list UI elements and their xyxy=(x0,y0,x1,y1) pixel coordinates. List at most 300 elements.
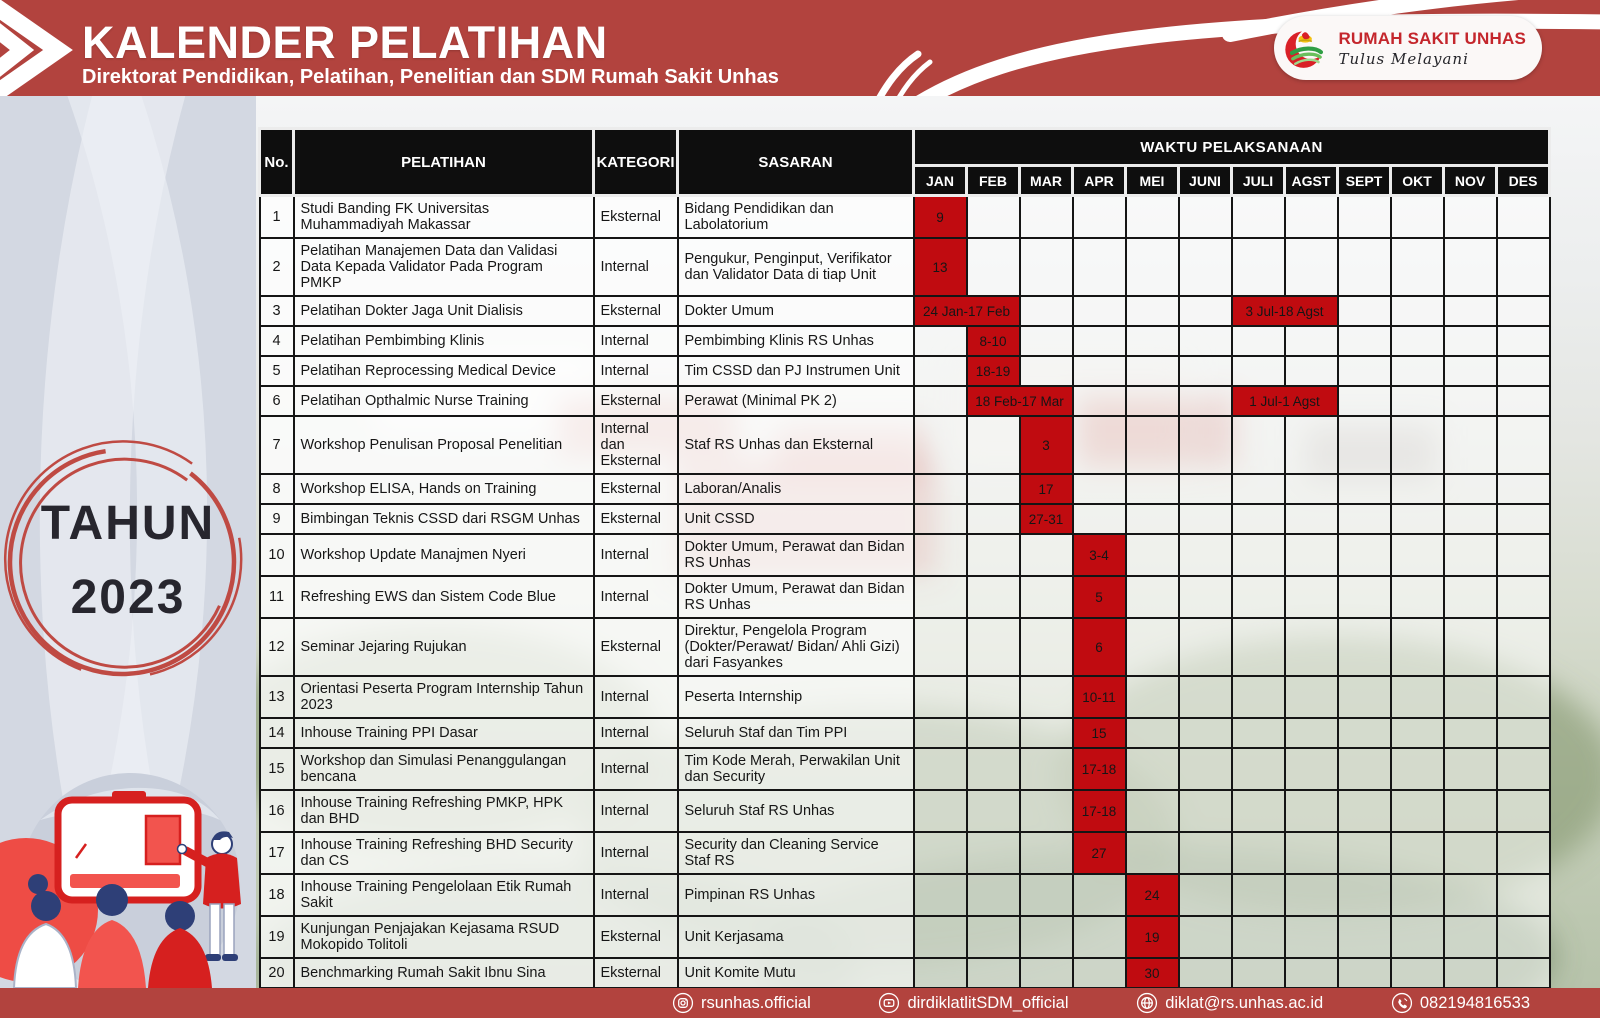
cell-event: 24 Jan-17 Feb xyxy=(914,296,1020,326)
cell-pelatihan: Orientasi Peserta Program Internship Tahun 2023 xyxy=(294,676,594,718)
month-header-nov: NOV xyxy=(1444,166,1497,196)
cell-empty xyxy=(1126,238,1179,296)
cell-empty xyxy=(1391,196,1444,239)
cell-empty xyxy=(967,416,1020,474)
cell-empty xyxy=(1232,718,1285,748)
cell-empty xyxy=(1497,534,1550,576)
cell-empty xyxy=(1232,504,1285,534)
logo-name: RUMAH SAKIT UNHAS xyxy=(1338,28,1526,48)
col-header-waktu: WAKTU PELAKSANAAN xyxy=(914,129,1550,166)
cell-empty xyxy=(1285,748,1338,790)
cell-empty xyxy=(1179,504,1232,534)
cell-empty xyxy=(914,718,967,748)
page-title: KALENDER PELATIHAN xyxy=(82,17,608,68)
cell-pelatihan: Inhouse Training Refreshing BHD Security dan CS xyxy=(294,832,594,874)
cell-kategori: Eksternal xyxy=(594,916,678,958)
cell-empty xyxy=(1391,416,1444,474)
contact-text: dirdiklatlitSDM_official xyxy=(907,993,1069,1012)
cell-event: 8-10 xyxy=(967,326,1020,356)
cell-empty xyxy=(1073,238,1126,296)
cell-kategori: Internal dan Eksternal xyxy=(594,416,678,474)
cell-pelatihan: Workshop Penulisan Proposal Penelitian xyxy=(294,416,594,474)
cell-sasaran: Pembimbing Klinis RS Unhas xyxy=(678,326,914,356)
table-row xyxy=(260,196,1550,239)
cell-empty xyxy=(1338,196,1391,239)
cell-empty xyxy=(1179,916,1232,958)
cell-empty xyxy=(1020,718,1073,748)
cell-empty xyxy=(1497,676,1550,718)
cell-event: 9 xyxy=(914,196,967,239)
cell-empty xyxy=(1126,576,1179,618)
cell-empty xyxy=(1497,326,1550,356)
table-row xyxy=(260,748,1550,790)
table-header xyxy=(260,129,1550,196)
cell-empty xyxy=(1285,718,1338,748)
cell-event: 15 xyxy=(1073,718,1126,748)
cell-empty xyxy=(1232,790,1285,832)
cell-empty xyxy=(1338,238,1391,296)
cell-sasaran: Unit Kerjasama xyxy=(678,916,914,958)
cell-empty xyxy=(1020,874,1073,916)
table-row xyxy=(260,576,1550,618)
cell-empty xyxy=(1444,916,1497,958)
cell-no: 15 xyxy=(260,748,294,790)
cell-empty xyxy=(1232,748,1285,790)
cell-no: 17 xyxy=(260,832,294,874)
cell-empty xyxy=(1444,296,1497,326)
cell-empty xyxy=(1285,618,1338,676)
contact-phone xyxy=(1391,992,1530,1014)
cell-kategori: Eksternal xyxy=(594,504,678,534)
month-header-mar: MAR xyxy=(1020,166,1073,196)
cell-empty xyxy=(1020,676,1073,718)
contact-globe xyxy=(1136,992,1323,1014)
cell-empty xyxy=(1020,576,1073,618)
footer-contacts xyxy=(672,988,1530,1018)
cell-sasaran: Staf RS Unhas dan Eksternal xyxy=(678,416,914,474)
cell-no: 13 xyxy=(260,676,294,718)
cell-empty xyxy=(914,958,967,988)
calendar-area xyxy=(256,96,1600,988)
cell-no: 1 xyxy=(260,196,294,239)
cell-empty xyxy=(967,504,1020,534)
contact-text: 082194816533 xyxy=(1419,993,1530,1012)
cell-empty xyxy=(1285,326,1338,356)
cell-empty xyxy=(1126,296,1179,326)
cell-empty xyxy=(1444,326,1497,356)
cell-kategori: Eksternal xyxy=(594,474,678,504)
cell-kategori: Internal xyxy=(594,576,678,618)
contact-youtube xyxy=(878,992,1068,1014)
cell-empty xyxy=(1073,874,1126,916)
cell-empty xyxy=(1497,296,1550,326)
cell-event: 3 xyxy=(1020,416,1073,474)
cell-empty xyxy=(1444,832,1497,874)
cell-event: 27-31 xyxy=(1020,504,1073,534)
cell-sasaran: Security dan Cleaning Service Staf RS xyxy=(678,832,914,874)
table-row xyxy=(260,356,1550,386)
cell-empty xyxy=(1497,718,1550,748)
cell-sasaran: Pengukur, Penginput, Verifikator dan Validator Data di tiap Unit xyxy=(678,238,914,296)
cell-empty xyxy=(1444,576,1497,618)
cell-kategori: Internal xyxy=(594,790,678,832)
header-row-top xyxy=(260,129,1550,166)
cell-empty xyxy=(1285,832,1338,874)
cell-empty xyxy=(1073,356,1126,386)
hospital-logo-icon xyxy=(1282,20,1328,76)
cell-kategori: Eksternal xyxy=(594,196,678,239)
month-header-jan: JAN xyxy=(914,166,967,196)
cell-empty xyxy=(1391,238,1444,296)
training-illustration xyxy=(0,758,256,988)
table-body xyxy=(260,196,1550,989)
cell-empty xyxy=(1391,474,1444,504)
cell-event: 3 Jul-18 Agst xyxy=(1232,296,1338,326)
cell-empty xyxy=(1232,958,1285,988)
cell-empty xyxy=(1444,504,1497,534)
cell-event: 24 xyxy=(1126,874,1179,916)
table-row xyxy=(260,296,1550,326)
year-value: 2023 xyxy=(70,571,186,624)
cell-empty xyxy=(1285,196,1338,239)
year-label: TAHUN xyxy=(40,497,216,550)
cell-empty xyxy=(1338,296,1391,326)
cell-empty xyxy=(1126,618,1179,676)
cell-empty xyxy=(1497,958,1550,988)
month-header-agst: AGST xyxy=(1285,166,1338,196)
cell-empty xyxy=(1285,474,1338,504)
cell-no: 7 xyxy=(260,416,294,474)
cell-empty xyxy=(914,576,967,618)
cell-empty xyxy=(1285,534,1338,576)
table-row xyxy=(260,504,1550,534)
table-row xyxy=(260,874,1550,916)
cell-empty xyxy=(1073,958,1126,988)
sidebar xyxy=(0,96,256,988)
cell-no: 18 xyxy=(260,874,294,916)
cell-empty xyxy=(1126,790,1179,832)
cell-no: 5 xyxy=(260,356,294,386)
cell-empty xyxy=(1126,718,1179,748)
cell-pelatihan: Refreshing EWS dan Sistem Code Blue xyxy=(294,576,594,618)
month-header-juli: JULI xyxy=(1232,166,1285,196)
cell-empty xyxy=(1232,474,1285,504)
cell-empty xyxy=(1073,416,1126,474)
cell-pelatihan: Pelatihan Dokter Jaga Unit Dialisis xyxy=(294,296,594,326)
cell-empty xyxy=(1391,874,1444,916)
cell-empty xyxy=(914,748,967,790)
cell-pelatihan: Bimbingan Teknis CSSD dari RSGM Unhas xyxy=(294,504,594,534)
table-row xyxy=(260,238,1550,296)
cell-empty xyxy=(914,618,967,676)
cell-empty xyxy=(1391,676,1444,718)
cell-empty xyxy=(1391,504,1444,534)
cell-empty xyxy=(1126,356,1179,386)
cell-event: 17-18 xyxy=(1073,748,1126,790)
cell-empty xyxy=(914,874,967,916)
cell-empty xyxy=(1285,676,1338,718)
cell-empty xyxy=(967,238,1020,296)
cell-sasaran: Unit CSSD xyxy=(678,504,914,534)
cell-empty xyxy=(1073,326,1126,356)
cell-empty xyxy=(1444,386,1497,416)
cell-empty xyxy=(1179,326,1232,356)
cell-no: 10 xyxy=(260,534,294,576)
cell-empty xyxy=(1232,832,1285,874)
cell-sasaran: Direktur, Pengelola Program (Dokter/Perawat/ Bidan/ Ahli Gizi) dari Fasyankes xyxy=(678,618,914,676)
cell-pelatihan: Inhouse Training PPI Dasar xyxy=(294,718,594,748)
footer-bar xyxy=(0,988,1600,1018)
cell-pelatihan: Pelatihan Manajemen Data dan Validasi Data Kepada Validator Pada Program PMKP xyxy=(294,238,594,296)
cell-empty xyxy=(1497,386,1550,416)
cell-empty xyxy=(1444,356,1497,386)
cell-empty xyxy=(1391,790,1444,832)
table-row xyxy=(260,416,1550,474)
cell-pelatihan: Seminar Jejaring Rujukan xyxy=(294,618,594,676)
cell-empty xyxy=(1497,238,1550,296)
cell-empty xyxy=(1444,474,1497,504)
cell-empty xyxy=(1391,296,1444,326)
cell-empty xyxy=(967,618,1020,676)
col-header-no: No. xyxy=(260,129,294,196)
cell-empty xyxy=(1020,296,1073,326)
cell-empty xyxy=(967,576,1020,618)
cell-empty xyxy=(1391,356,1444,386)
cell-empty xyxy=(1232,238,1285,296)
year-badge xyxy=(0,434,256,690)
month-header-mei: MEI xyxy=(1126,166,1179,196)
cell-empty xyxy=(914,474,967,504)
cell-empty xyxy=(1179,356,1232,386)
cell-empty xyxy=(1285,504,1338,534)
cell-sasaran: Tim Kode Merah, Perwakilan Unit dan Security xyxy=(678,748,914,790)
cell-no: 6 xyxy=(260,386,294,416)
cell-empty xyxy=(1285,790,1338,832)
month-header-des: DES xyxy=(1497,166,1550,196)
cell-empty xyxy=(1497,576,1550,618)
cell-pelatihan: Workshop Update Manajmen Nyeri xyxy=(294,534,594,576)
cell-no: 11 xyxy=(260,576,294,618)
cell-empty xyxy=(914,790,967,832)
cell-empty xyxy=(1126,748,1179,790)
cell-kategori: Eksternal xyxy=(594,618,678,676)
month-header-juni: JUNI xyxy=(1179,166,1232,196)
cell-kategori: Eksternal xyxy=(594,958,678,988)
col-header-sasaran: SASARAN xyxy=(678,129,914,196)
cell-empty xyxy=(1126,534,1179,576)
month-header-apr: APR xyxy=(1073,166,1126,196)
cell-empty xyxy=(1285,958,1338,988)
cell-sasaran: Dokter Umum xyxy=(678,296,914,326)
cell-empty xyxy=(1338,474,1391,504)
cell-empty xyxy=(1338,916,1391,958)
cell-kategori: Internal xyxy=(594,874,678,916)
table-row xyxy=(260,534,1550,576)
cell-empty xyxy=(1444,718,1497,748)
cell-empty xyxy=(1126,326,1179,356)
cell-empty xyxy=(1232,534,1285,576)
cell-empty xyxy=(1497,504,1550,534)
cell-empty xyxy=(1073,504,1126,534)
cell-empty xyxy=(1232,416,1285,474)
cell-empty xyxy=(1391,618,1444,676)
cell-empty xyxy=(914,326,967,356)
cell-empty xyxy=(967,748,1020,790)
cell-empty xyxy=(1285,916,1338,958)
cell-empty xyxy=(1338,326,1391,356)
table-row xyxy=(260,958,1550,988)
swoosh-accent xyxy=(872,54,918,96)
cell-empty xyxy=(1497,356,1550,386)
cell-empty xyxy=(1497,416,1550,474)
table-row xyxy=(260,326,1550,356)
cell-sasaran: Dokter Umum, Perawat dan Bidan RS Unhas xyxy=(678,534,914,576)
cell-empty xyxy=(1338,832,1391,874)
cell-empty xyxy=(1338,576,1391,618)
cell-empty xyxy=(914,832,967,874)
cell-event: 13 xyxy=(914,238,967,296)
cell-pelatihan: Inhouse Training Refreshing PMKP, HPK dan BHD xyxy=(294,790,594,832)
cell-empty xyxy=(1497,874,1550,916)
cell-event: 17-18 xyxy=(1073,790,1126,832)
cell-empty xyxy=(1232,196,1285,239)
cell-pelatihan: Pelatihan Opthalmic Nurse Training xyxy=(294,386,594,416)
cell-empty xyxy=(1179,874,1232,916)
col-header-pelatihan: PELATIHAN xyxy=(294,129,594,196)
cell-sasaran: Peserta Internship xyxy=(678,676,914,718)
cell-sasaran: Seluruh Staf RS Unhas xyxy=(678,790,914,832)
month-header-feb: FEB xyxy=(967,166,1020,196)
cell-empty xyxy=(967,534,1020,576)
cell-empty xyxy=(1126,676,1179,718)
cell-sasaran: Unit Komite Mutu xyxy=(678,958,914,988)
cell-empty xyxy=(1232,676,1285,718)
cell-empty xyxy=(1285,416,1338,474)
instagram-icon xyxy=(672,992,694,1014)
cell-empty xyxy=(914,416,967,474)
cell-empty xyxy=(1073,196,1126,239)
table-row xyxy=(260,790,1550,832)
cell-empty xyxy=(1338,386,1391,416)
cell-empty xyxy=(1126,504,1179,534)
cell-event: 1 Jul-1 Agst xyxy=(1232,386,1338,416)
cell-empty xyxy=(1497,618,1550,676)
contact-instagram xyxy=(672,992,811,1014)
cell-empty xyxy=(1444,196,1497,239)
cell-empty xyxy=(1444,618,1497,676)
globe-icon xyxy=(1136,992,1158,1014)
cell-no: 14 xyxy=(260,718,294,748)
table-row xyxy=(260,832,1550,874)
cell-empty xyxy=(1232,356,1285,386)
cell-kategori: Internal xyxy=(594,534,678,576)
cell-empty xyxy=(1444,748,1497,790)
cell-empty xyxy=(1285,356,1338,386)
cell-empty xyxy=(1179,296,1232,326)
cell-empty xyxy=(967,196,1020,239)
cell-empty xyxy=(1232,576,1285,618)
cell-empty xyxy=(1020,326,1073,356)
cell-empty xyxy=(1232,618,1285,676)
page-subtitle: Direktorat Pendidikan, Pelatihan, Penelitian dan SDM Rumah Sakit Unhas xyxy=(82,66,779,88)
hospital-logo xyxy=(1274,16,1542,80)
cell-empty xyxy=(1179,534,1232,576)
table-row xyxy=(260,618,1550,676)
cell-empty xyxy=(1020,790,1073,832)
cell-empty xyxy=(1126,832,1179,874)
cell-empty xyxy=(914,916,967,958)
cell-sasaran: Tim CSSD dan PJ Instrumen Unit xyxy=(678,356,914,386)
cell-kategori: Internal xyxy=(594,718,678,748)
cell-empty xyxy=(914,534,967,576)
cell-empty xyxy=(1073,296,1126,326)
cell-empty xyxy=(967,916,1020,958)
cell-empty xyxy=(1179,958,1232,988)
table-row xyxy=(260,474,1550,504)
cell-kategori: Internal xyxy=(594,676,678,718)
cell-empty xyxy=(1126,474,1179,504)
cell-empty xyxy=(1338,504,1391,534)
cell-kategori: Internal xyxy=(594,238,678,296)
cell-empty xyxy=(1497,916,1550,958)
cell-event: 30 xyxy=(1126,958,1179,988)
cell-no: 19 xyxy=(260,916,294,958)
cell-empty xyxy=(1444,790,1497,832)
cell-event: 19 xyxy=(1126,916,1179,958)
month-header-sept: SEPT xyxy=(1338,166,1391,196)
cell-event: 5 xyxy=(1073,576,1126,618)
cell-empty xyxy=(1338,874,1391,916)
cell-empty xyxy=(1179,386,1232,416)
cell-empty xyxy=(1179,790,1232,832)
cell-empty xyxy=(1285,576,1338,618)
cell-empty xyxy=(1391,748,1444,790)
cell-empty xyxy=(1391,326,1444,356)
cell-empty xyxy=(1391,958,1444,988)
contact-text: diklat@rs.unhas.ac.id xyxy=(1165,993,1324,1012)
cell-empty xyxy=(967,790,1020,832)
cell-no: 8 xyxy=(260,474,294,504)
cell-empty xyxy=(1179,474,1232,504)
cell-kategori: Eksternal xyxy=(594,296,678,326)
cell-no: 3 xyxy=(260,296,294,326)
cell-empty xyxy=(1126,416,1179,474)
cell-empty xyxy=(1179,748,1232,790)
cell-empty xyxy=(1338,748,1391,790)
cell-empty xyxy=(1391,576,1444,618)
cell-kategori: Internal xyxy=(594,832,678,874)
cell-empty xyxy=(1020,534,1073,576)
cell-kategori: Internal xyxy=(594,356,678,386)
cell-empty xyxy=(1020,832,1073,874)
cell-empty xyxy=(1179,196,1232,239)
cell-empty xyxy=(1391,718,1444,748)
cell-pelatihan: Workshop ELISA, Hands on Training xyxy=(294,474,594,504)
cell-empty xyxy=(1126,196,1179,239)
cell-no: 9 xyxy=(260,504,294,534)
cell-event: 3-4 xyxy=(1073,534,1126,576)
cell-event: 6 xyxy=(1073,618,1126,676)
cell-empty xyxy=(1338,676,1391,718)
youtube-icon xyxy=(878,992,900,1014)
cell-empty xyxy=(1497,748,1550,790)
cell-empty xyxy=(1073,386,1126,416)
cell-empty xyxy=(1179,676,1232,718)
cell-no: 20 xyxy=(260,958,294,988)
cell-empty xyxy=(1444,534,1497,576)
cell-empty xyxy=(1285,238,1338,296)
cell-sasaran: Laboran/Analis xyxy=(678,474,914,504)
